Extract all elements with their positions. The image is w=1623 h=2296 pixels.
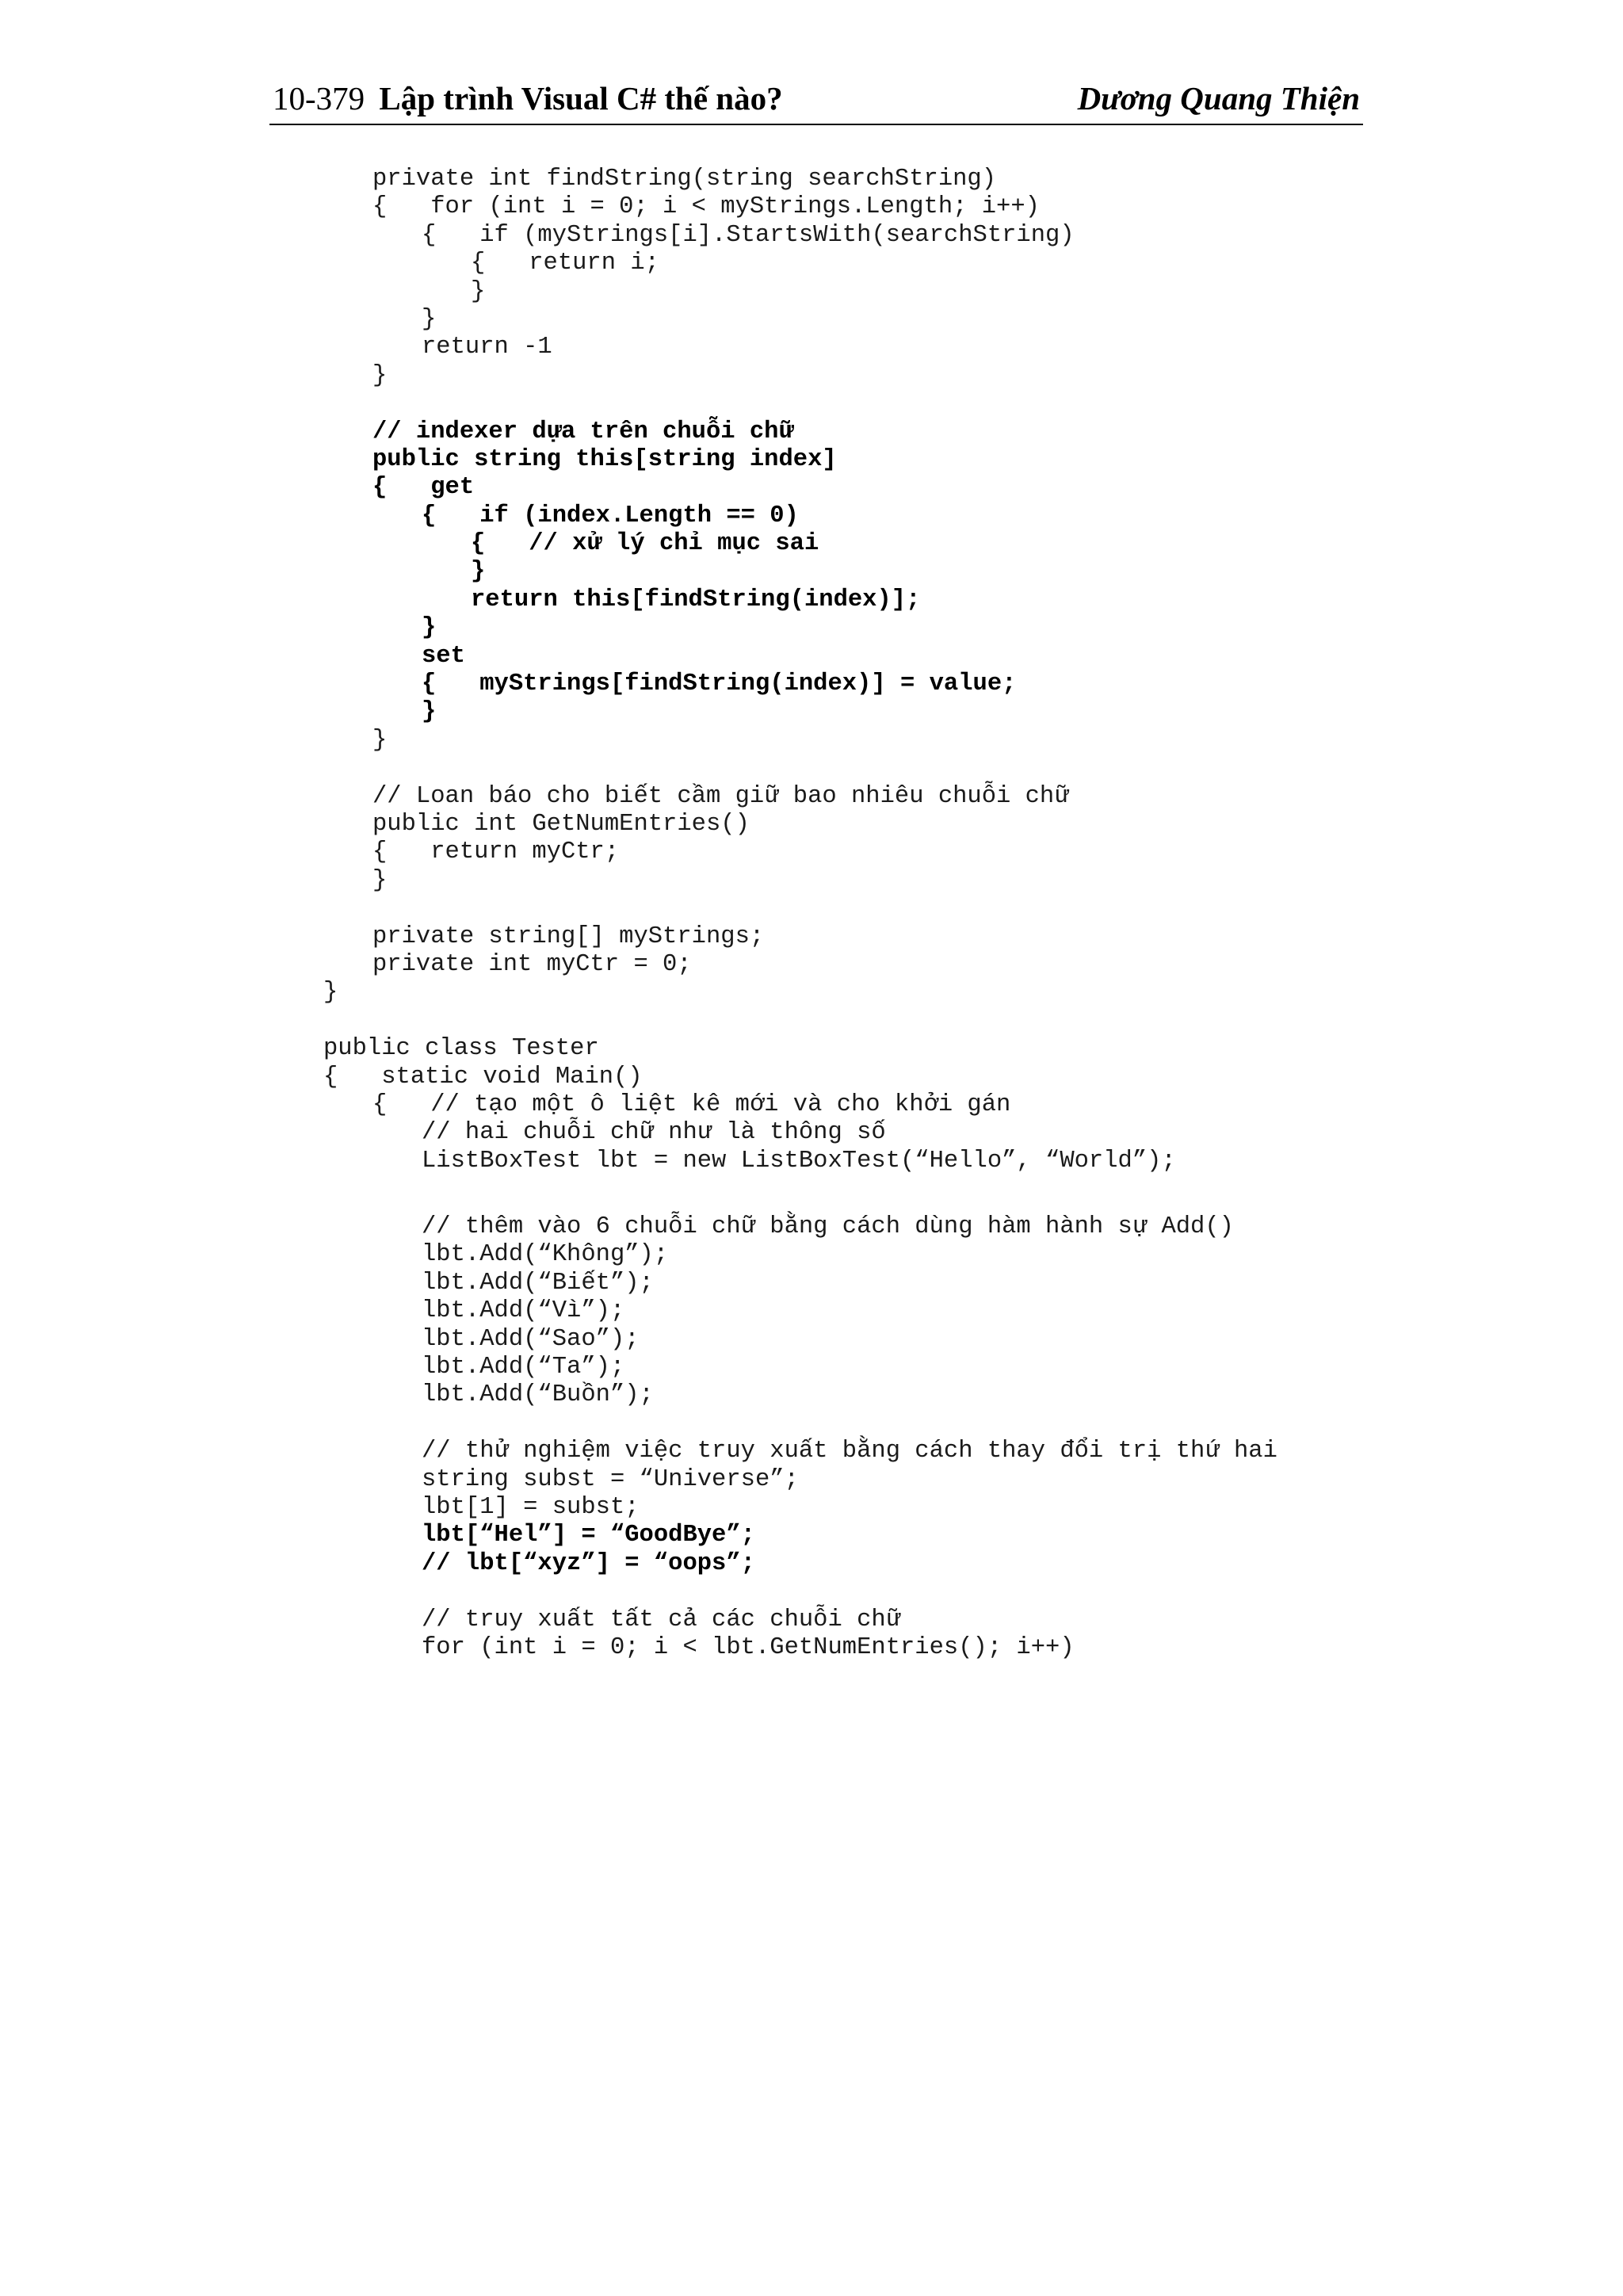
code-text: { for (int i = 0; i < myStrings.Length; i++) [372,193,1040,221]
code-text: lbt.Add(“Ta”); [422,1354,625,1381]
code-text: public class Tester [323,1035,599,1063]
code-text: { static void Main() [323,1063,643,1091]
code-line [0,558,1623,586]
code-text: // indexer dựa trên chuỗi chữ [372,418,793,445]
code-line [0,1550,1623,1578]
code-text: } [422,614,437,642]
code-text: string subst = “Universe”; [422,1465,799,1493]
code-text: // thử nghiệm việc truy xuất bằng cách thay đổi trị thứ hai [422,1438,1277,1465]
code-blank-line [0,1578,1623,1606]
code-text: // lbt[“xyz”] = “oops”; [422,1549,755,1577]
code-line [0,530,1623,558]
header-left [273,78,783,119]
code-text: lbt.Add(“Không”); [422,1241,669,1269]
code-text: { if (index.Length == 0) [422,502,799,529]
code-blank-line [0,755,1623,782]
code-line [0,839,1623,866]
code-text: } [422,305,437,333]
code-line [0,1634,1623,1662]
author-name: Dương Quang Thiện [1077,80,1360,117]
code-line [0,1064,1623,1091]
code-line [0,1466,1623,1494]
code-text: { // tạo một ô liệt kê mới và cho khởi gán [372,1091,1011,1118]
code-blank-line [0,390,1623,418]
code-text: } [323,979,338,1007]
code-text: lbt.Add(“Buồn”); [422,1381,654,1409]
code-line [0,1354,1623,1381]
code-line [0,670,1623,698]
code-line [0,643,1623,670]
code-text: ListBoxTest lbt = new ListBoxTest(“Hello”, “World”); [422,1147,1176,1175]
code-line [0,1522,1623,1549]
code-text: for (int i = 0; i < lbt.GetNumEntries(); i++) [422,1633,1075,1661]
code-line [0,1213,1623,1241]
code-line [0,811,1623,839]
code-blank-line [0,1175,1623,1213]
code-line [0,614,1623,642]
page-number: 10-379 [273,80,365,117]
code-line [0,334,1623,361]
code-line [0,1297,1623,1325]
code-line [0,1326,1623,1354]
code-text: } [471,558,486,586]
code-line [0,1119,1623,1147]
code-line [0,474,1623,502]
code-text: { return myCtr; [372,839,620,866]
code-text: // thêm vào 6 chuỗi chữ bằng cách dùng hàm hành sự Add() [422,1213,1234,1241]
code-text: { // xử lý chỉ mục sai [471,530,819,558]
code-text: private int myCtr = 0; [372,950,692,978]
code-text: } [372,726,388,754]
code-line [0,222,1623,250]
code-line [0,1606,1623,1634]
code-line [0,362,1623,390]
code-text: return -1 [422,334,552,361]
code-line [0,783,1623,811]
code-text: { get [372,474,475,502]
code-line [0,1035,1623,1063]
code-text: lbt[1] = subst; [422,1493,640,1521]
code-text: // hai chuỗi chữ như là thông số [422,1119,886,1147]
page-header [269,73,1363,125]
code-text: return this[findString(index)]; [471,586,921,613]
code-line [0,1494,1623,1522]
code-text: { return i; [471,250,659,277]
code-blank-line [0,1410,1623,1438]
code-blank-line [0,895,1623,923]
code-line [0,586,1623,614]
code-line [0,1091,1623,1119]
code-text: { myStrings[findString(index)] = value; [422,670,1017,698]
code-text: } [372,866,388,894]
code-line [0,1381,1623,1409]
code-text: lbt.Add(“Biết”); [422,1269,654,1297]
code-text: // truy xuất tất cả các chuỗi chữ [422,1606,900,1633]
code-text: } [372,361,388,389]
code-text: set [422,642,465,670]
code-text: // Loan báo cho biết cầm giữ bao nhiêu chuỗi chữ [372,782,1069,810]
code-line [0,698,1623,726]
code-line [0,923,1623,951]
code-line [0,1438,1623,1465]
code-text: } [471,277,486,305]
code-line [0,502,1623,530]
code-line [0,979,1623,1007]
code-line [0,951,1623,979]
code-line [0,1270,1623,1297]
code-text: lbt.Add(“Vì”); [422,1297,625,1325]
code-text: { if (myStrings[i].StartsWith(searchString) [422,221,1075,249]
code-line [0,278,1623,306]
code-line [0,250,1623,277]
code-text: private int findString(string searchString) [372,166,997,193]
code-listing [0,166,1623,1662]
code-line [0,727,1623,755]
code-text: lbt.Add(“Sao”); [422,1325,640,1353]
book-title: Lập trình Visual C# thế nào? [379,80,783,117]
code-text: public string this[string index] [372,445,837,473]
code-text: private string[] myStrings; [372,923,765,950]
code-blank-line [0,1007,1623,1035]
code-line [0,166,1623,193]
code-line [0,1148,1623,1175]
code-line [0,446,1623,474]
code-text: } [422,698,437,726]
code-line [0,193,1623,221]
code-line [0,418,1623,446]
code-text: public int GetNumEntries() [372,810,750,838]
code-line [0,867,1623,895]
code-line [0,306,1623,334]
code-line [0,1241,1623,1269]
code-text: lbt[“Hel”] = “GoodBye”; [422,1522,755,1549]
